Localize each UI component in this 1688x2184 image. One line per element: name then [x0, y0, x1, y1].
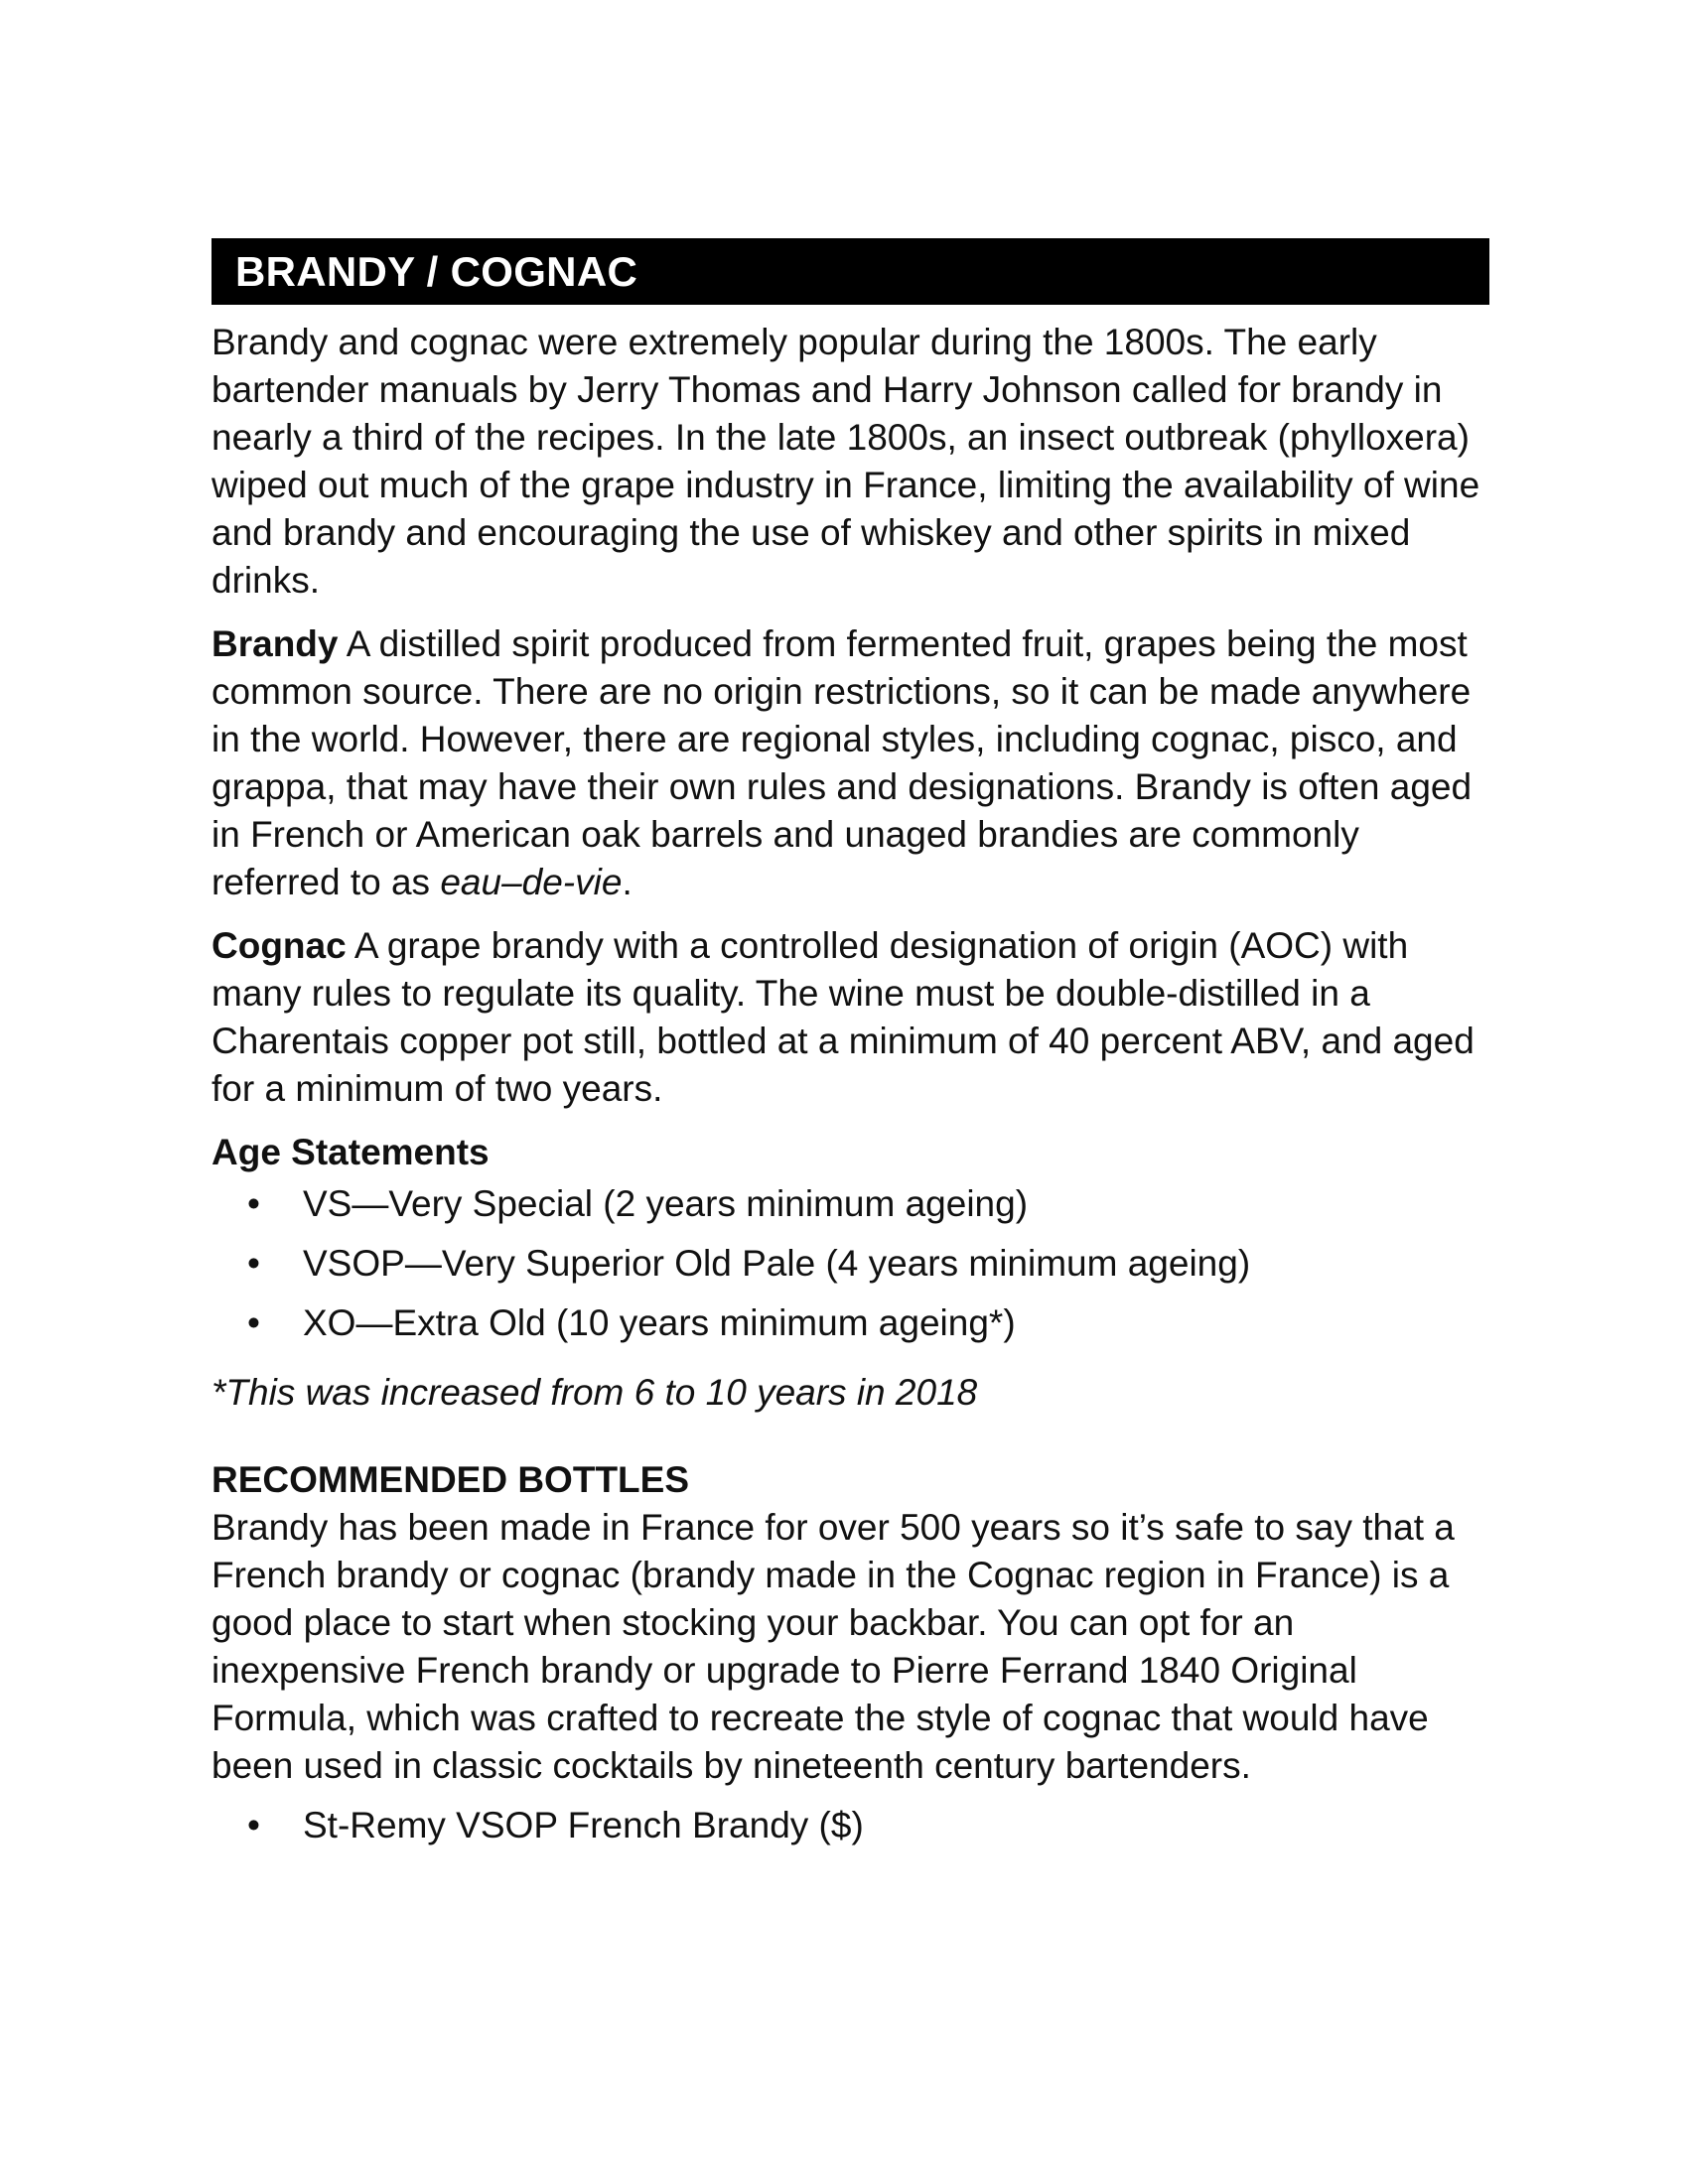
brandy-definition [211, 620, 1489, 906]
list-item [211, 1299, 1489, 1347]
recommended-bottles-paragraph: Brandy has been made in France for over 500 years so it’s safe to say that a French brandy or cognac (brandy made in the Cognac region in France) is a good place to start when stocking your backbar. You can opt for an inexpensive French brandy or upgrade to Pierre Ferrand 1840 Original Formula, which was crafted to recreate the style of cognac that would have been used in classic cocktails by nineteenth century bartenders. [211, 1507, 1455, 1786]
list-item [211, 1240, 1489, 1288]
list-item-text: XO—Extra Old (10 years minimum ageing*) [303, 1302, 1016, 1343]
brandy-end: . [622, 862, 633, 902]
footnote: *This was increased from 6 to 10 years in 2018 [211, 1372, 978, 1413]
cognac-text: A grape brandy with a controlled designation of origin (AOC) with many rules to regulate its quality. The wine must be double-distilled in a Charentais copper pot still, bottled at a minimum of 40 percent ABV, and aged for a minimum of two years. [211, 925, 1475, 1109]
age-statements-heading: Age Statements [211, 1132, 490, 1172]
recommended-bottles-heading: RECOMMENDED BOTTLES [211, 1459, 689, 1500]
brandy-italic-term: eau–de-vie [440, 862, 623, 902]
recommended-bottles-list [211, 1802, 1489, 1849]
cognac-definition [211, 922, 1489, 1113]
bullet-icon: • [247, 1805, 260, 1845]
brandy-text: A distilled spirit produced from fermented fruit, grapes being the most common source. There are no origin restrictions, so it can be made anywhere in the world. However, there are regional styles, including cognac, pisco, and grappa, that may have their own rules and designations. Brandy is often aged in French or American oak barrels and unaged brandies are commonly referred to as [211, 623, 1473, 902]
list-item [211, 1802, 1489, 1849]
section-title: BRANDY / COGNAC [235, 247, 638, 295]
list-item-text: St-Remy VSOP French Brandy ($) [303, 1805, 864, 1845]
bullet-icon: • [247, 1302, 260, 1343]
section-header [211, 238, 1489, 305]
list-item [211, 1180, 1489, 1228]
bullet-icon: • [247, 1243, 260, 1284]
brandy-term: Brandy [211, 623, 339, 664]
list-item-text: VS—Very Special (2 years minimum ageing) [303, 1183, 1029, 1224]
document-page [211, 238, 1489, 1861]
intro-paragraph: Brandy and cognac were extremely popular during the 1800s. The early bartender manuals by Jerry Thomas and Harry Johnson called for brandy in nearly a third of the recipes. In the late 1800s, an insect outbreak (phylloxera) wiped out much of the grape industry in France, limiting the availability of wine and brandy and encouraging the use of whiskey and other spirits in mixed drinks. [211, 322, 1480, 601]
age-statements-list [211, 1180, 1489, 1347]
list-item-text: VSOP—Very Superior Old Pale (4 years minimum ageing) [303, 1243, 1251, 1284]
bullet-icon: • [247, 1183, 260, 1224]
cognac-term: Cognac [211, 925, 347, 966]
